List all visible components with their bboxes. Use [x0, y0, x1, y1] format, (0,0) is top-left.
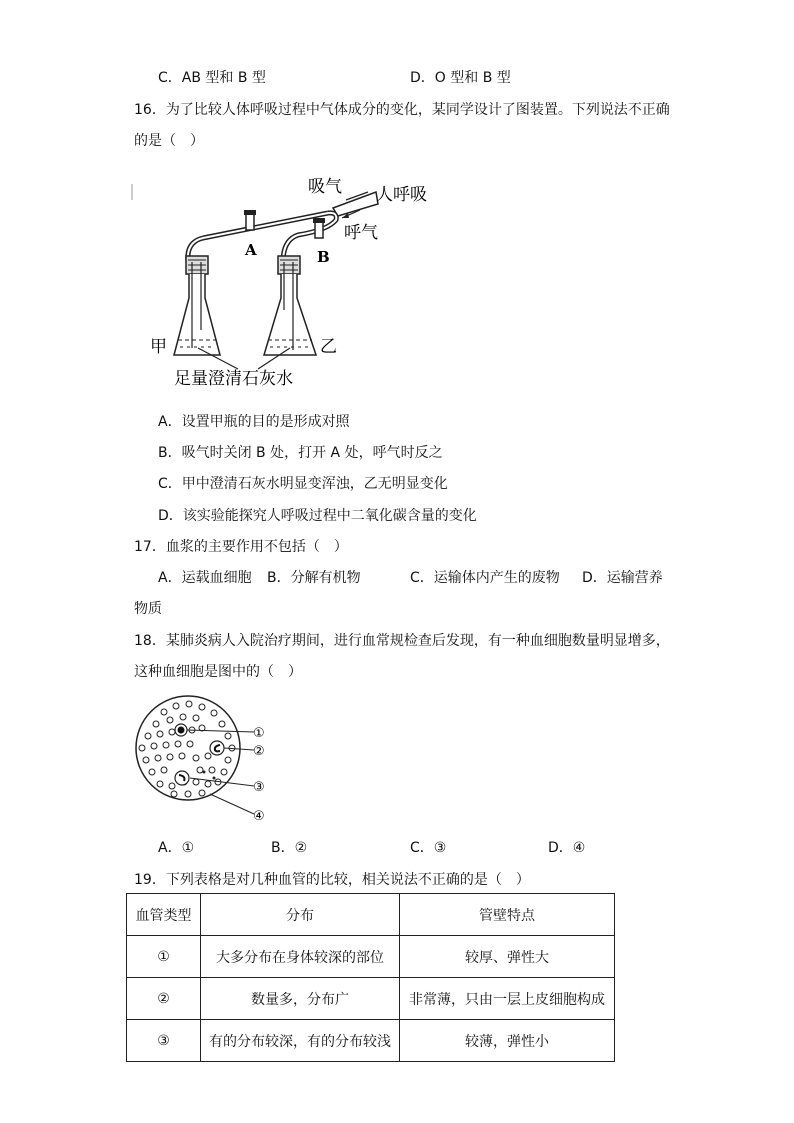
cell-label-1: ①	[253, 726, 265, 741]
q17-option-b: B．分解有机物	[267, 570, 361, 586]
respiration-apparatus-figure	[128, 170, 458, 395]
cell-wall: 非常薄，只由一层上皮细胞构成	[400, 978, 615, 1020]
label-person: 人呼吸	[376, 185, 427, 205]
cell-wall: 较薄，弹性小	[400, 1020, 615, 1062]
cell-label-3: ③	[253, 780, 265, 795]
cell-distribution: 大多分布在身体较深的部位	[201, 936, 400, 978]
q16-stem-line1: 16．为了比较人体呼吸过程中气体成分的变化，某同学设计了图装置。下列说法不正确	[134, 102, 670, 118]
cell-type: ③	[127, 1020, 201, 1062]
label-valve-b: B	[317, 248, 330, 266]
table-row	[127, 1020, 615, 1062]
q18-stem-line1: 18．某肺炎病人入院治疗期间，进行血常规检查后发现，有一种血细胞数量明显增多，	[134, 633, 670, 649]
q15-option-d: D．O 型和 B 型	[410, 70, 511, 86]
cell-type: ①	[127, 936, 201, 978]
q16-option-d: D．该实验能探究人呼吸过程中二氧化碳含量的变化	[158, 508, 477, 524]
header-vessel-type: 血管类型	[127, 894, 201, 936]
header-distribution: 分布	[201, 894, 400, 936]
blood-smear-figure	[134, 690, 284, 825]
q16-option-c: C．甲中澄清石灰水明显变浑浊，乙无明显变化	[158, 476, 448, 492]
label-flask-jia: 甲	[150, 337, 167, 357]
figure-caption: 足量澄清石灰水	[174, 369, 293, 389]
q18-option-a: A．①	[158, 840, 195, 856]
label-flask-yi: 乙	[320, 337, 337, 357]
q17-option-d: D．运输营养	[582, 570, 663, 586]
q17-option-a: A．运载血细胞	[158, 570, 252, 586]
q16-option-a: A．设置甲瓶的目的是形成对照	[158, 414, 350, 430]
label-inhale: 吸气	[308, 177, 342, 197]
q17-stem: 17．血浆的主要作用不包括（ ）	[134, 539, 348, 555]
q19-stem: 19．下列表格是对几种血管的比较，相关说法不正确的是（ ）	[134, 872, 530, 888]
q18-stem-line2: 这种血细胞是图中的（ ）	[134, 664, 302, 680]
q17-option-c: C．运输体内产生的废物	[410, 570, 560, 586]
cell-label-2: ②	[253, 744, 265, 759]
q16-stem-line2: 的是（ ）	[134, 133, 204, 149]
label-valve-a: A	[245, 241, 257, 259]
q18-option-c: C．③	[410, 840, 447, 856]
q18-option-b: B．②	[271, 840, 308, 856]
q18-option-d: D．④	[548, 840, 586, 856]
cell-distribution: 有的分布较深，有的分布较浅	[201, 1020, 400, 1062]
q16-option-b: B．吸气时关闭 B 处，打开 A 处，呼气时反之	[158, 445, 443, 461]
header-wall-feature: 管壁特点	[400, 894, 615, 936]
cell-type: ②	[127, 978, 201, 1020]
vessel-comparison-table	[126, 893, 615, 1062]
label-exhale: 呼气	[344, 223, 378, 243]
q17-option-d-wrap: 物质	[134, 601, 162, 617]
table-row	[127, 936, 615, 978]
q15-option-c: C．AB 型和 B 型	[158, 70, 266, 86]
cell-label-4: ④	[253, 809, 265, 824]
table-header-row	[127, 894, 615, 936]
cell-distribution: 数量多，分布广	[201, 978, 400, 1020]
table-row	[127, 978, 615, 1020]
cell-wall: 较厚、弹性大	[400, 936, 615, 978]
